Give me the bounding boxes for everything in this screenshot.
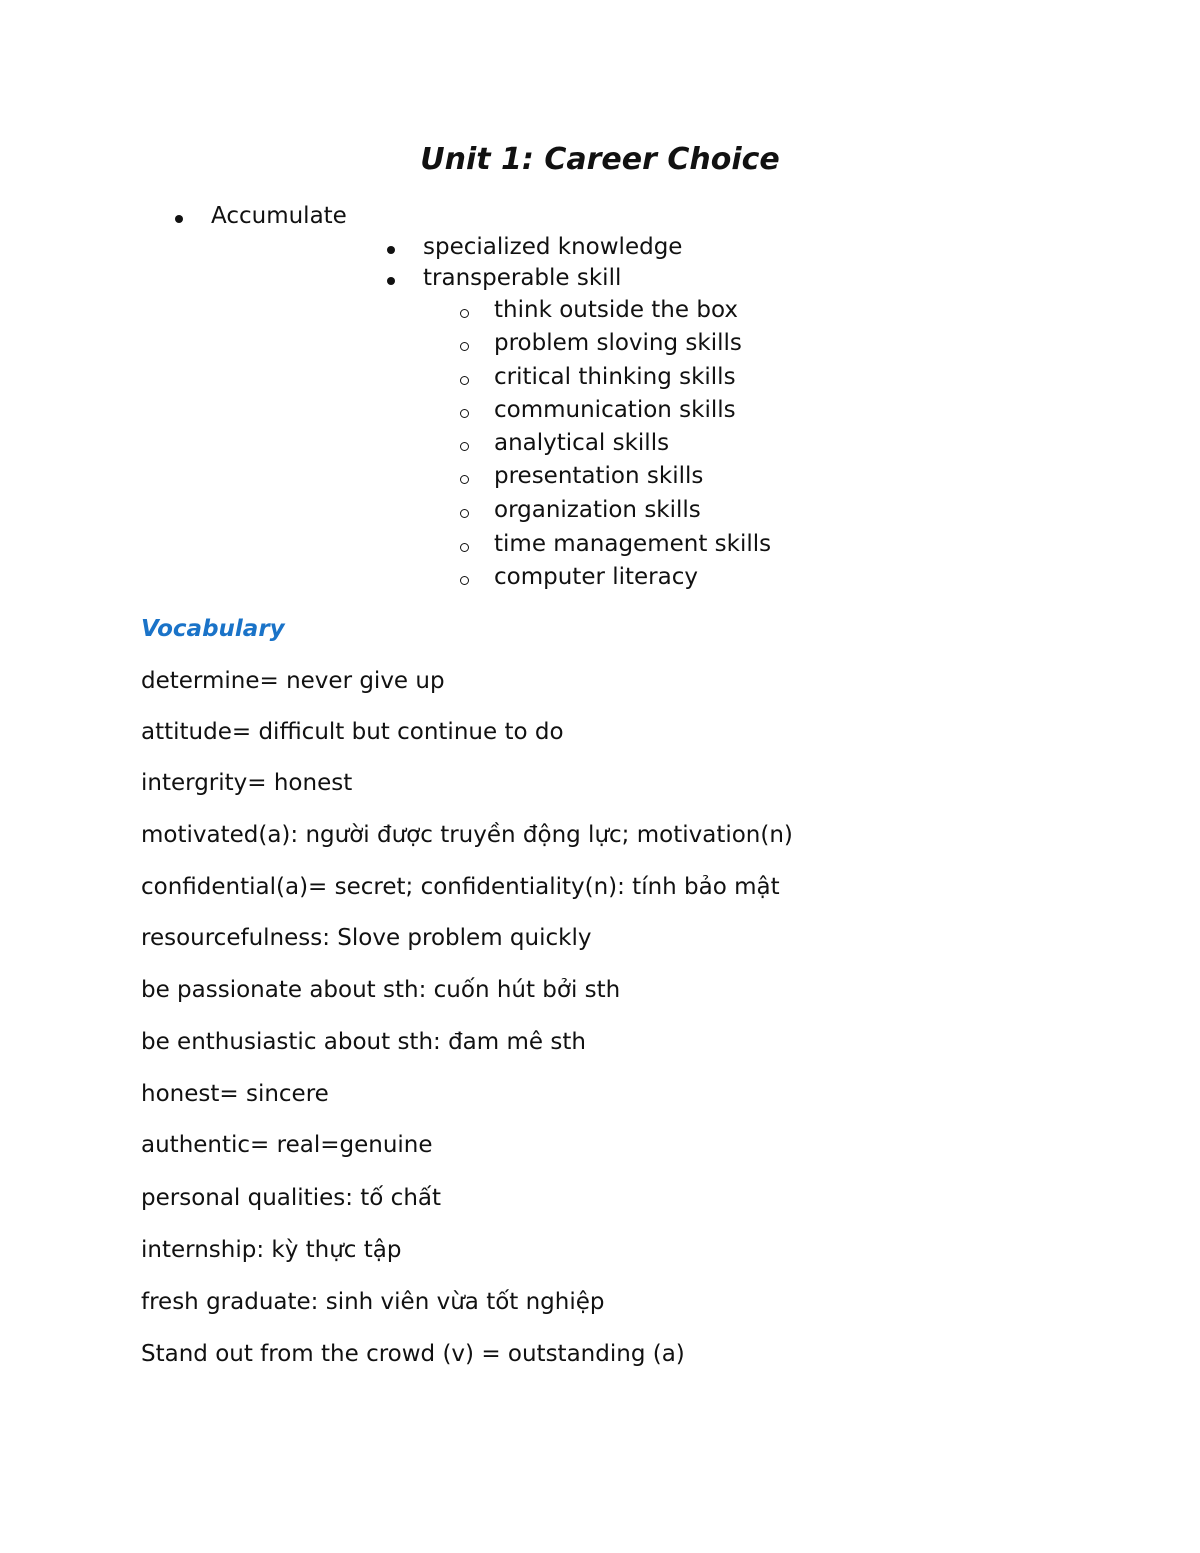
outline-skill-item: analytical skills [494,430,670,456]
bullet-circle-icon [460,396,469,426]
bullet-circle-icon [460,496,469,526]
outline-skill-item: think outside the box [494,297,738,323]
bullet-dot-icon [387,232,395,262]
outline-skill-item: presentation skills [494,463,704,489]
vocabulary-entry: be enthusiastic about sth: đam mê sth [141,1029,586,1055]
bullet-circle-icon [460,296,469,326]
outline-skill-item: critical thinking skills [494,364,736,390]
vocabulary-entry: fresh graduate: sinh viên vừa tốt nghiệp [141,1289,605,1315]
outline-skill-item: communication skills [494,397,736,423]
vocabulary-entry: determine= never give up [141,668,445,694]
bullet-circle-icon [460,429,469,459]
outline-skill-item: computer literacy [494,564,698,590]
page-title: Unit 1: Career Choice [420,142,780,177]
vocabulary-heading: Vocabulary [141,616,285,642]
bullet-dot-icon [175,201,183,231]
vocabulary-entry: confidential(a)= secret; confidentiality(n): tính bảo mật [141,874,780,900]
vocabulary-entry: resourcefulness: Slove problem quickly [141,925,592,951]
outline-subitem: transperable skill [423,265,622,291]
vocabulary-entry: attitude= difficult but continue to do [141,719,564,745]
vocabulary-entry: motivated(a): người được truyền động lực; motivation(n) [141,822,793,848]
vocabulary-entry: be passionate about sth: cuốn hút bởi sth [141,977,621,1003]
outline-subitem: specialized knowledge [423,234,683,260]
outline-skill-item: time management skills [494,531,772,557]
bullet-circle-icon [460,563,469,593]
vocabulary-entry: honest= sincere [141,1081,329,1107]
outline-skill-item: problem sloving skills [494,330,742,356]
bullet-circle-icon [460,530,469,560]
outline-item-accumulate: Accumulate [211,203,347,229]
vocabulary-entry: authentic= real=genuine [141,1132,433,1158]
bullet-circle-icon [460,462,469,492]
bullet-circle-icon [460,363,469,393]
vocabulary-entry: intergrity= honest [141,770,353,796]
bullet-dot-icon [387,263,395,293]
vocabulary-entry: internship: kỳ thực tập [141,1237,402,1263]
vocabulary-entry: personal qualities: tố chất [141,1185,442,1211]
bullet-circle-icon [460,329,469,359]
outline-skill-item: organization skills [494,497,701,523]
vocabulary-entry: Stand out from the crowd (v) = outstanding (a) [141,1341,685,1367]
